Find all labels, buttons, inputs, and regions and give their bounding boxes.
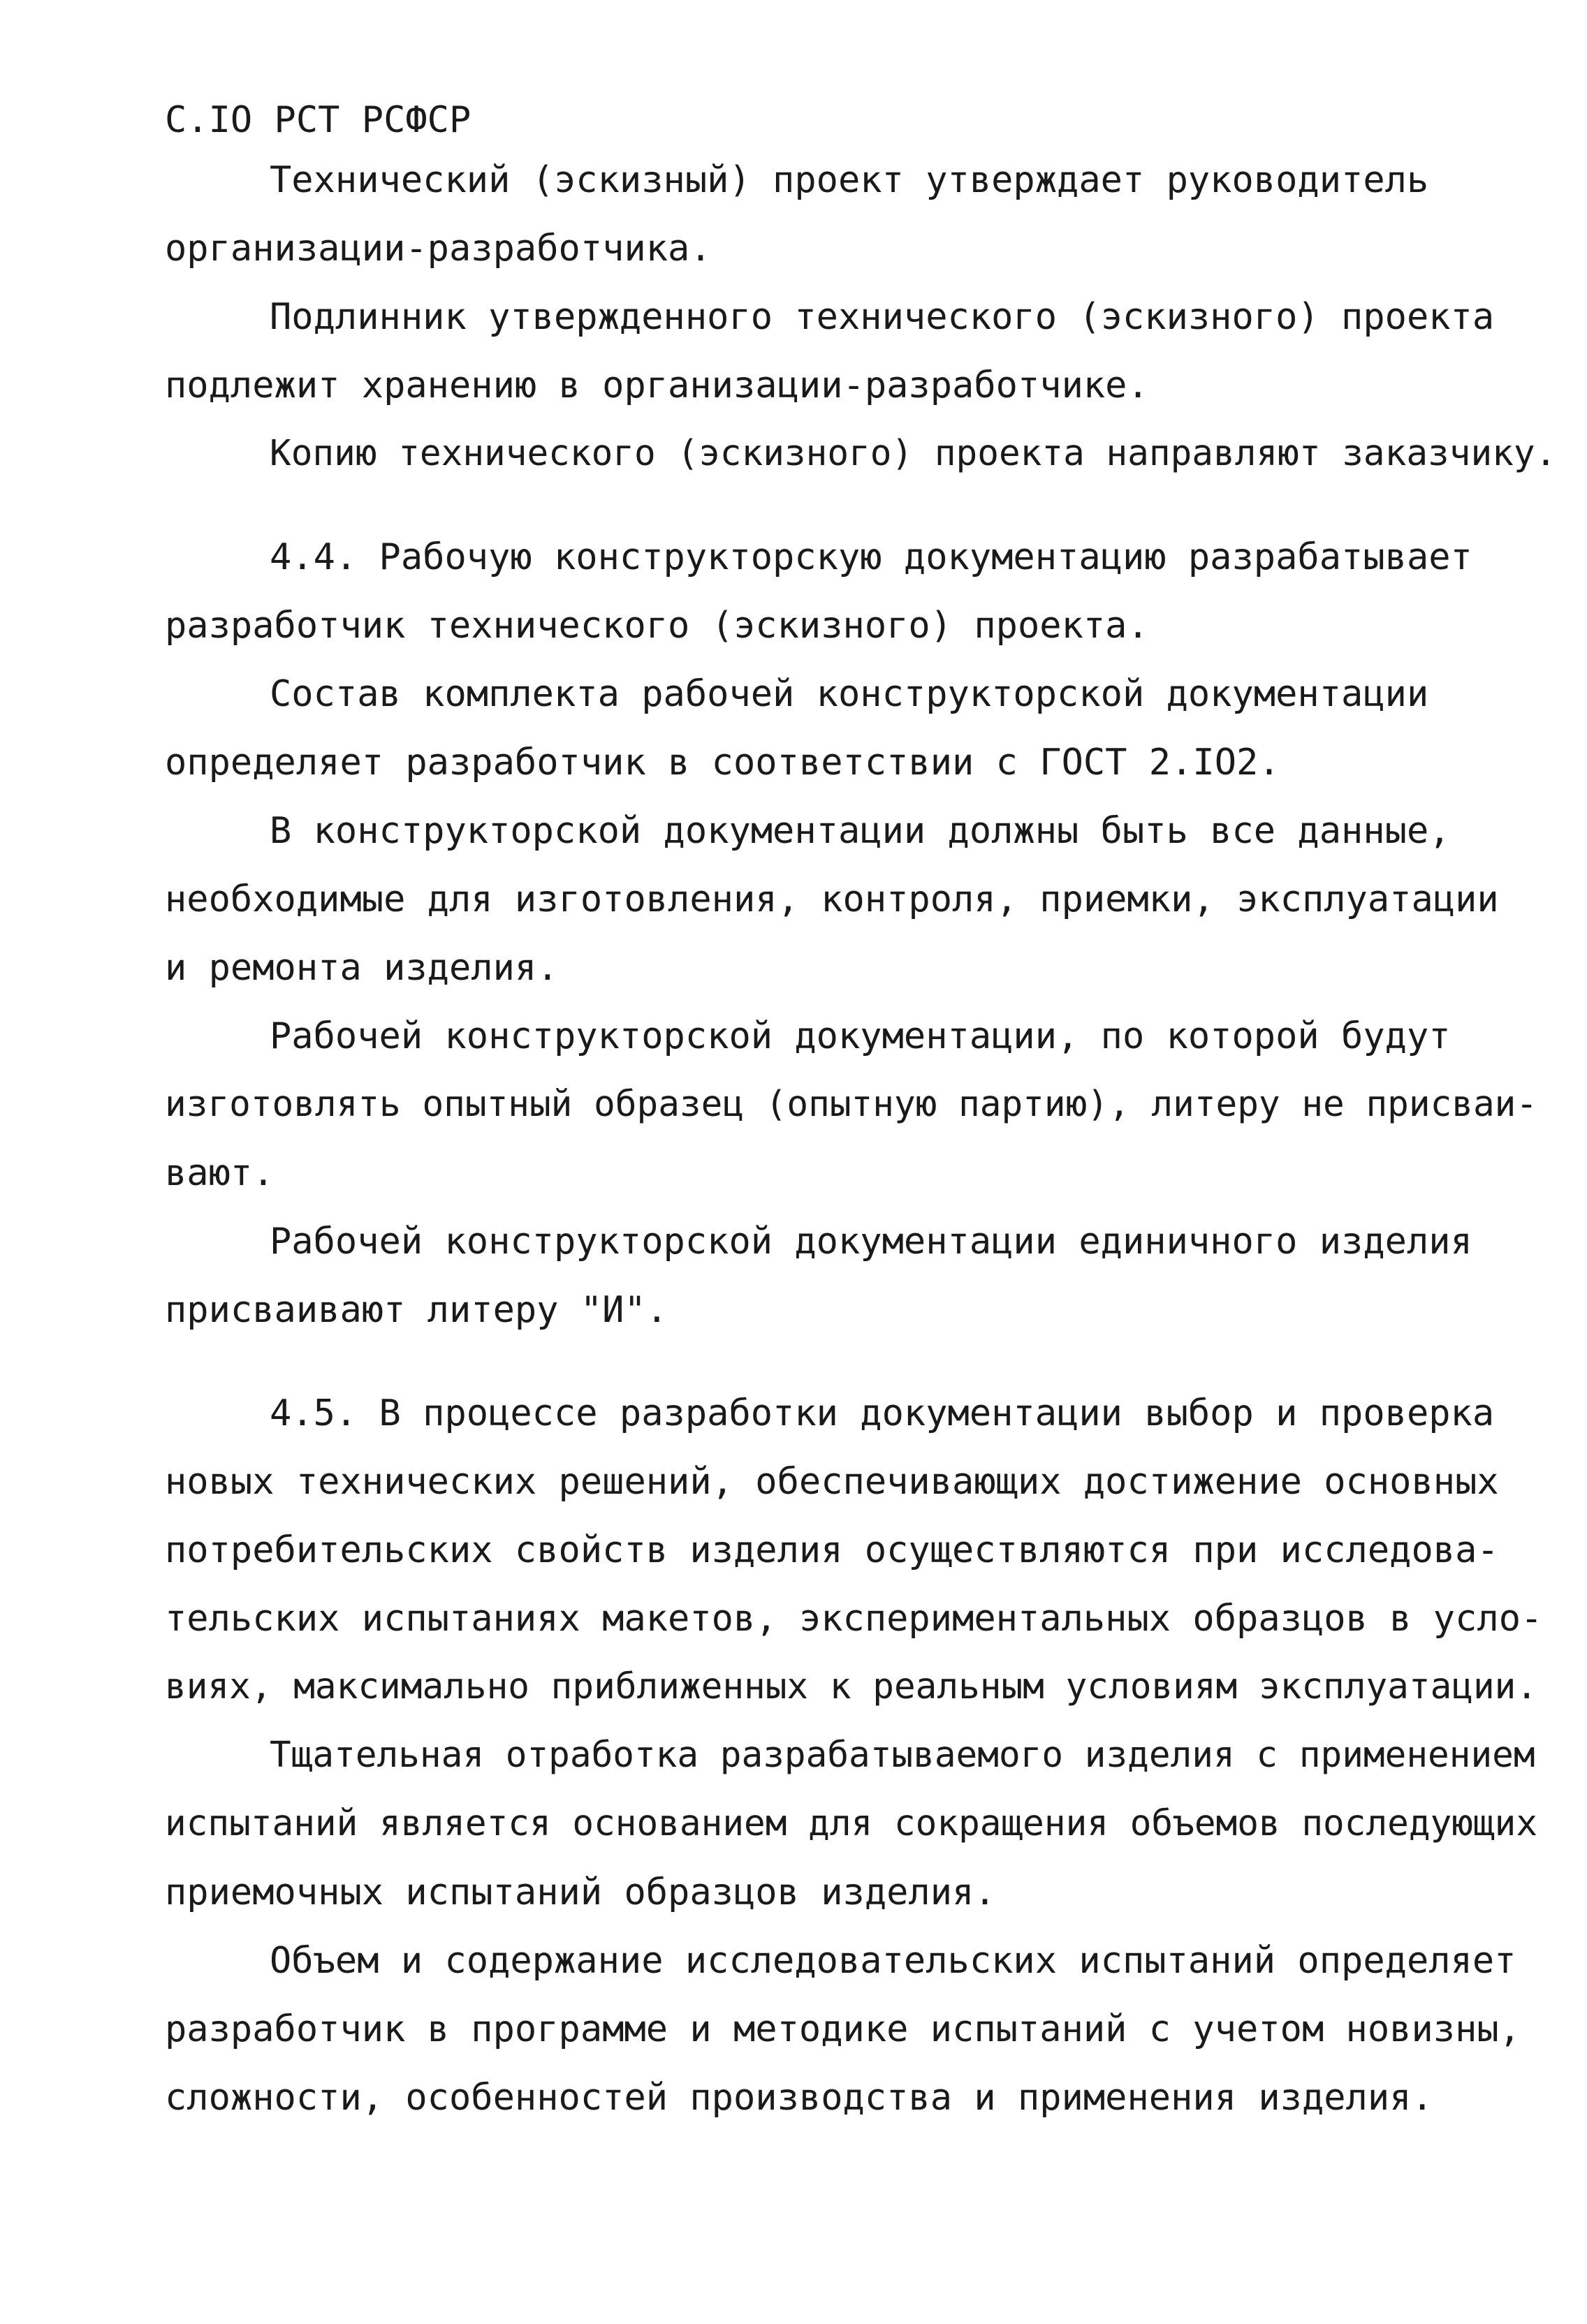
- text-line: определяет разработчик в соответствии с ГОСТ 2.IO2.: [165, 742, 1280, 784]
- text-line: потребительских свойств изделия осуществляются при исследова-: [165, 1529, 1499, 1571]
- text-line: сложности, особенностей производства и применения изделия.: [165, 2077, 1433, 2119]
- text-line: вают.: [165, 1152, 275, 1194]
- text-line: Подлинник утвержденного технического (эскизного) проекта: [270, 296, 1495, 338]
- text-line: необходимые для изготовления, контроля, приемки, эксплуатации: [165, 878, 1499, 920]
- text-line: разработчик технического (эскизного) проекта.: [165, 605, 1149, 647]
- text-line: изготовлять опытный образец (опытную партию), литеру не присваи-: [165, 1084, 1538, 1125]
- text-line: Рабочей конструкторской документации единичного изделия: [270, 1221, 1472, 1263]
- text-line: присваивают литеру "И".: [165, 1289, 668, 1331]
- text-line: виях, максимально приближенных к реальным условиям эксплуатации.: [165, 1666, 1538, 1707]
- text-line: Технический (эскизный) проект утверждает руководитель: [270, 159, 1429, 201]
- text-line: испытаний является основанием для сокращения объемов последующих: [165, 1803, 1538, 1844]
- text-line: подлежит хранению в организации-разработчике.: [165, 365, 1149, 406]
- text-line: 4.5. В процессе разработки документации выбор и проверка: [270, 1392, 1495, 1434]
- text-line: тельских испытаниях макетов, экспериментальных образцов в усло-: [165, 1598, 1543, 1640]
- text-line: Копию технического (эскизного) проекта направляют заказчику.: [270, 433, 1557, 474]
- text-line: Тщательная отработка разрабатываемого изделия с применением: [270, 1735, 1535, 1776]
- text-line: приемочных испытаний образцов изделия.: [165, 1871, 996, 1913]
- text-line: Объем и содержание исследовательских испытаний определяет: [270, 1940, 1516, 1982]
- text-line: организации-разработчика.: [165, 228, 712, 270]
- text-line: Состав комплекта рабочей конструкторской документации: [270, 673, 1429, 715]
- text-line: и ремонта изделия.: [165, 947, 559, 989]
- text-line: Рабочей конструкторской документации, по которой будут: [270, 1015, 1451, 1057]
- text-line: В конструкторской документации должны быть все данные,: [270, 810, 1451, 852]
- page-header: С.IO РСТ РСФСР: [165, 99, 471, 141]
- text-line: новых технических решений, обеспечивающих достижение основных: [165, 1461, 1499, 1503]
- text-line: 4.4. Рабочую конструкторскую документацию разрабатывает: [270, 536, 1472, 578]
- text-line: разработчик в программе и методике испытаний с учетом новизны,: [165, 2008, 1521, 2050]
